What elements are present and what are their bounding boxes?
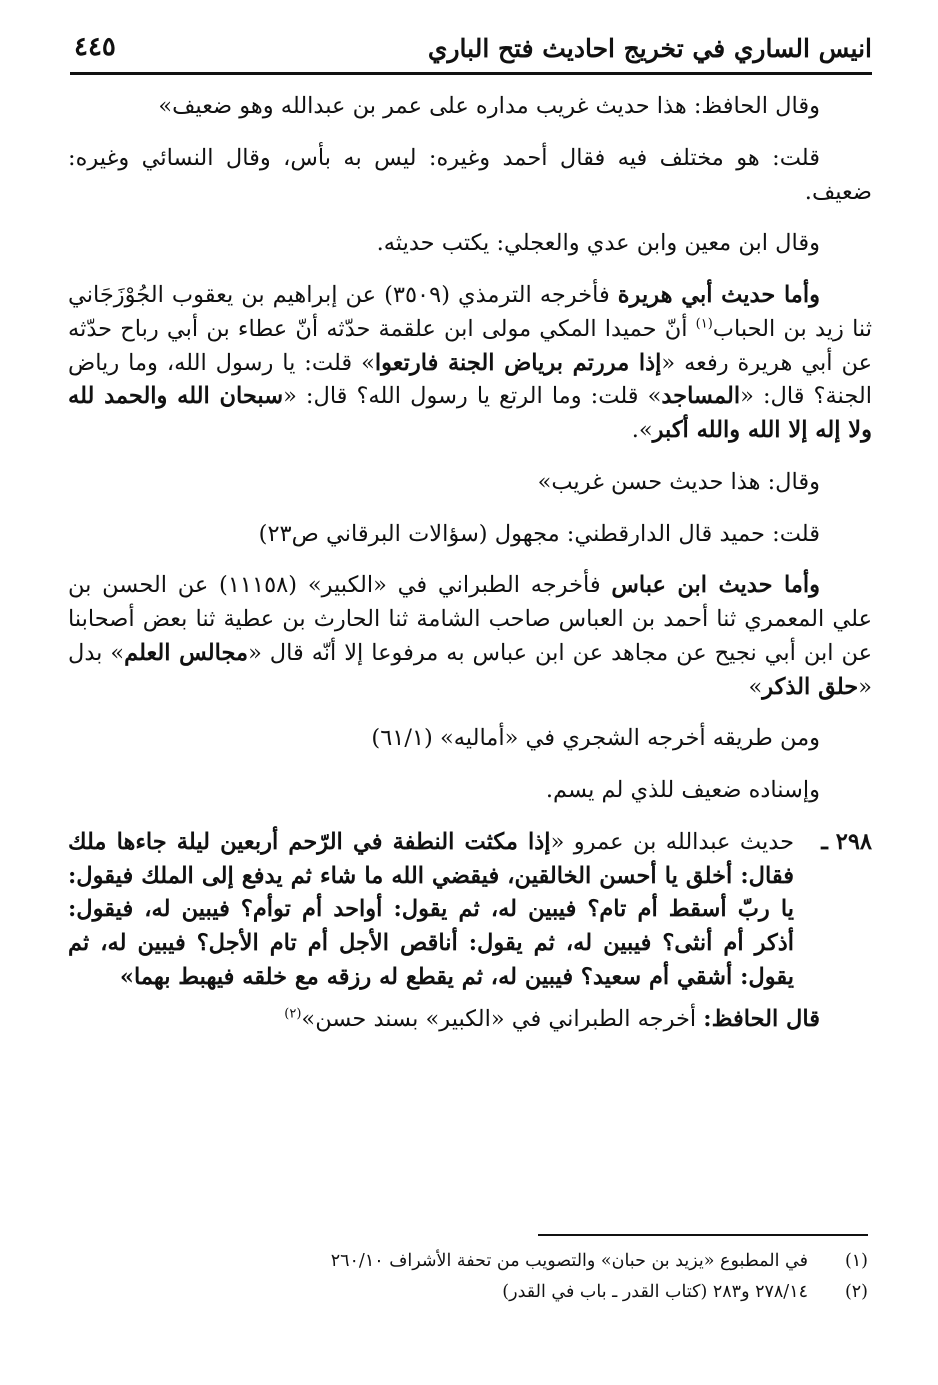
footnote-text: ٢٧٨/١٤ و٢٨٣ (كتاب القدر ـ باب في القدر) [502,1281,808,1302]
bold-phrase: قال الحافظ: [703,1005,820,1032]
paragraph-hafiz-tabarani [68,1003,872,1037]
text-run: أنّ حميدا المكي مولى ابن علقمة حدّثه أنّ عطاء بن أبي رباح حدّثه عن أبي هريرة رفعه « [68,315,872,376]
paragraph-text: وقال ابن معين وابن عدي والعجلي: يكتب حديثه. [376,230,820,257]
bold-phrase: إذا مررتم برياض الجنة فارتعوا [374,349,662,376]
footnote-item [68,1246,868,1277]
footnote-ref: (٢) [284,1006,302,1021]
text-run: ». [631,417,653,443]
footnote-text: في المطبوع «يزيد بن حبان» والتصويب من تحفة الأشراف ٢٦٠/١٠ [330,1251,808,1271]
hadith-number: ٢٩٨ ـ [821,828,872,855]
text-run: » [748,673,763,700]
footnote-rule [538,1234,868,1236]
bold-phrase: وأما حديث أبي هريرة [617,282,820,308]
bold-phrase: حلق الذكر [762,673,859,700]
text-run: » [119,963,134,990]
paragraph-ibn-main [68,227,872,261]
paragraph-text: وقال: هذا حديث حسن غريب» [537,468,820,495]
running-title: انيس الساري في تخريج احاديث فتح الباري [427,34,872,63]
paragraph-qultu-ikhtilaf [68,142,872,210]
text-run: » بدل « [68,639,872,700]
text-run: » قلت: يا رسول الله، وما رياض الجنة؟ قال: « [68,349,872,410]
text-run: حديث عبدالله بن عمرو « [550,828,794,855]
text-run: أخرجه الطبراني في «الكبير» بسند حسن» [301,1005,704,1032]
text-run: فأخرجه الطبراني في «الكبير» (١١١٥٨) عن الحسن بن علي المعمري ثنا أحمد بن العباس صاحب الشامة ثنا الحارث بن عطية ثنا بعض أصحابنا عن ابن أبي نجيح عن مجاهد عن ابن عباس به مرفوعا إلا أنّه قال « [68,572,872,666]
paragraph-text: وإسناده ضعيف للذي لم يسم. [545,777,820,803]
bold-phrase: سبحان الله والحمد لله ولا إله إلا الله والله أكبر [68,383,872,443]
paragraph-humayd [68,518,872,552]
bold-phrase: وأما حديث ابن عباس [611,572,820,599]
paragraph-hafiz-comment [68,90,872,124]
paragraph-text: قلت: حميد قال الدارقطني: مجهول (سؤالات البرقاني ص٢٣) [258,520,820,547]
hadith-entry [68,826,872,995]
paragraph-ibn-abbas [68,569,872,704]
page-body [68,90,872,1054]
bold-phrase: المساجد [661,383,741,410]
footnote-item [68,1277,868,1308]
text-run: » قلت: وما الرتع يا رسول الله؟ قال: « [283,383,662,410]
header-rule [70,72,872,75]
page-number: ٤٤٥ [74,32,116,62]
page-header [70,28,872,76]
footnotes [68,1234,868,1307]
paragraph-abu-hurayra [68,279,872,448]
hadith-text: إذا مكثت النطفة في الرّحم أربعين ليلة جاءها ملك فقال: أخلق يا أحسن الخالقين، فيقضي الله ما شاء ثم يدفع إلى الملك فيقول: يا ربّ أسقط أم تام؟ فيبين له، ثم يقول: أواحد أم توأم؟ فيبين له، فيقول: أذكر أم أنثى؟ فيبين له، ثم يقول: أناقص الأجل أم تام الأجل؟ فيبين له، ثم يقول: أشقي أم سعيد؟ فيبين له، ثم يقطع له رزقه مع خلقه فيهبط بهما [68,828,794,990]
paragraph-text: وقال الحافظ: هذا حديث غريب مداره على عمر بن عبدالله وهو ضعيف» [158,93,820,119]
paragraph-isnad [68,774,872,808]
paragraph-tirmidhi-grade [68,466,872,500]
paragraph-text: قلت: هو مختلف فيه فقال أحمد وغيره: ليس به بأس، وقال النسائي وغيره: ضعيف. [68,144,872,205]
footnote-marker: (٢) [844,1281,868,1302]
footnote-ref: (١) [695,316,713,332]
footnote-marker: (١) [844,1251,868,1271]
text-run: فأخرجه الترمذي (٣٥٠٩) عن إبراهيم بن يعقوب الجُوْزَجَاني ثنا زيد بن الحباب [68,282,872,342]
paragraph-text: ومن طريقه أخرجه الشجري في «أماليه» (٦١/١) [371,725,820,752]
bold-phrase: مجالس العلم [124,639,249,666]
paragraph-shajari [68,722,872,756]
